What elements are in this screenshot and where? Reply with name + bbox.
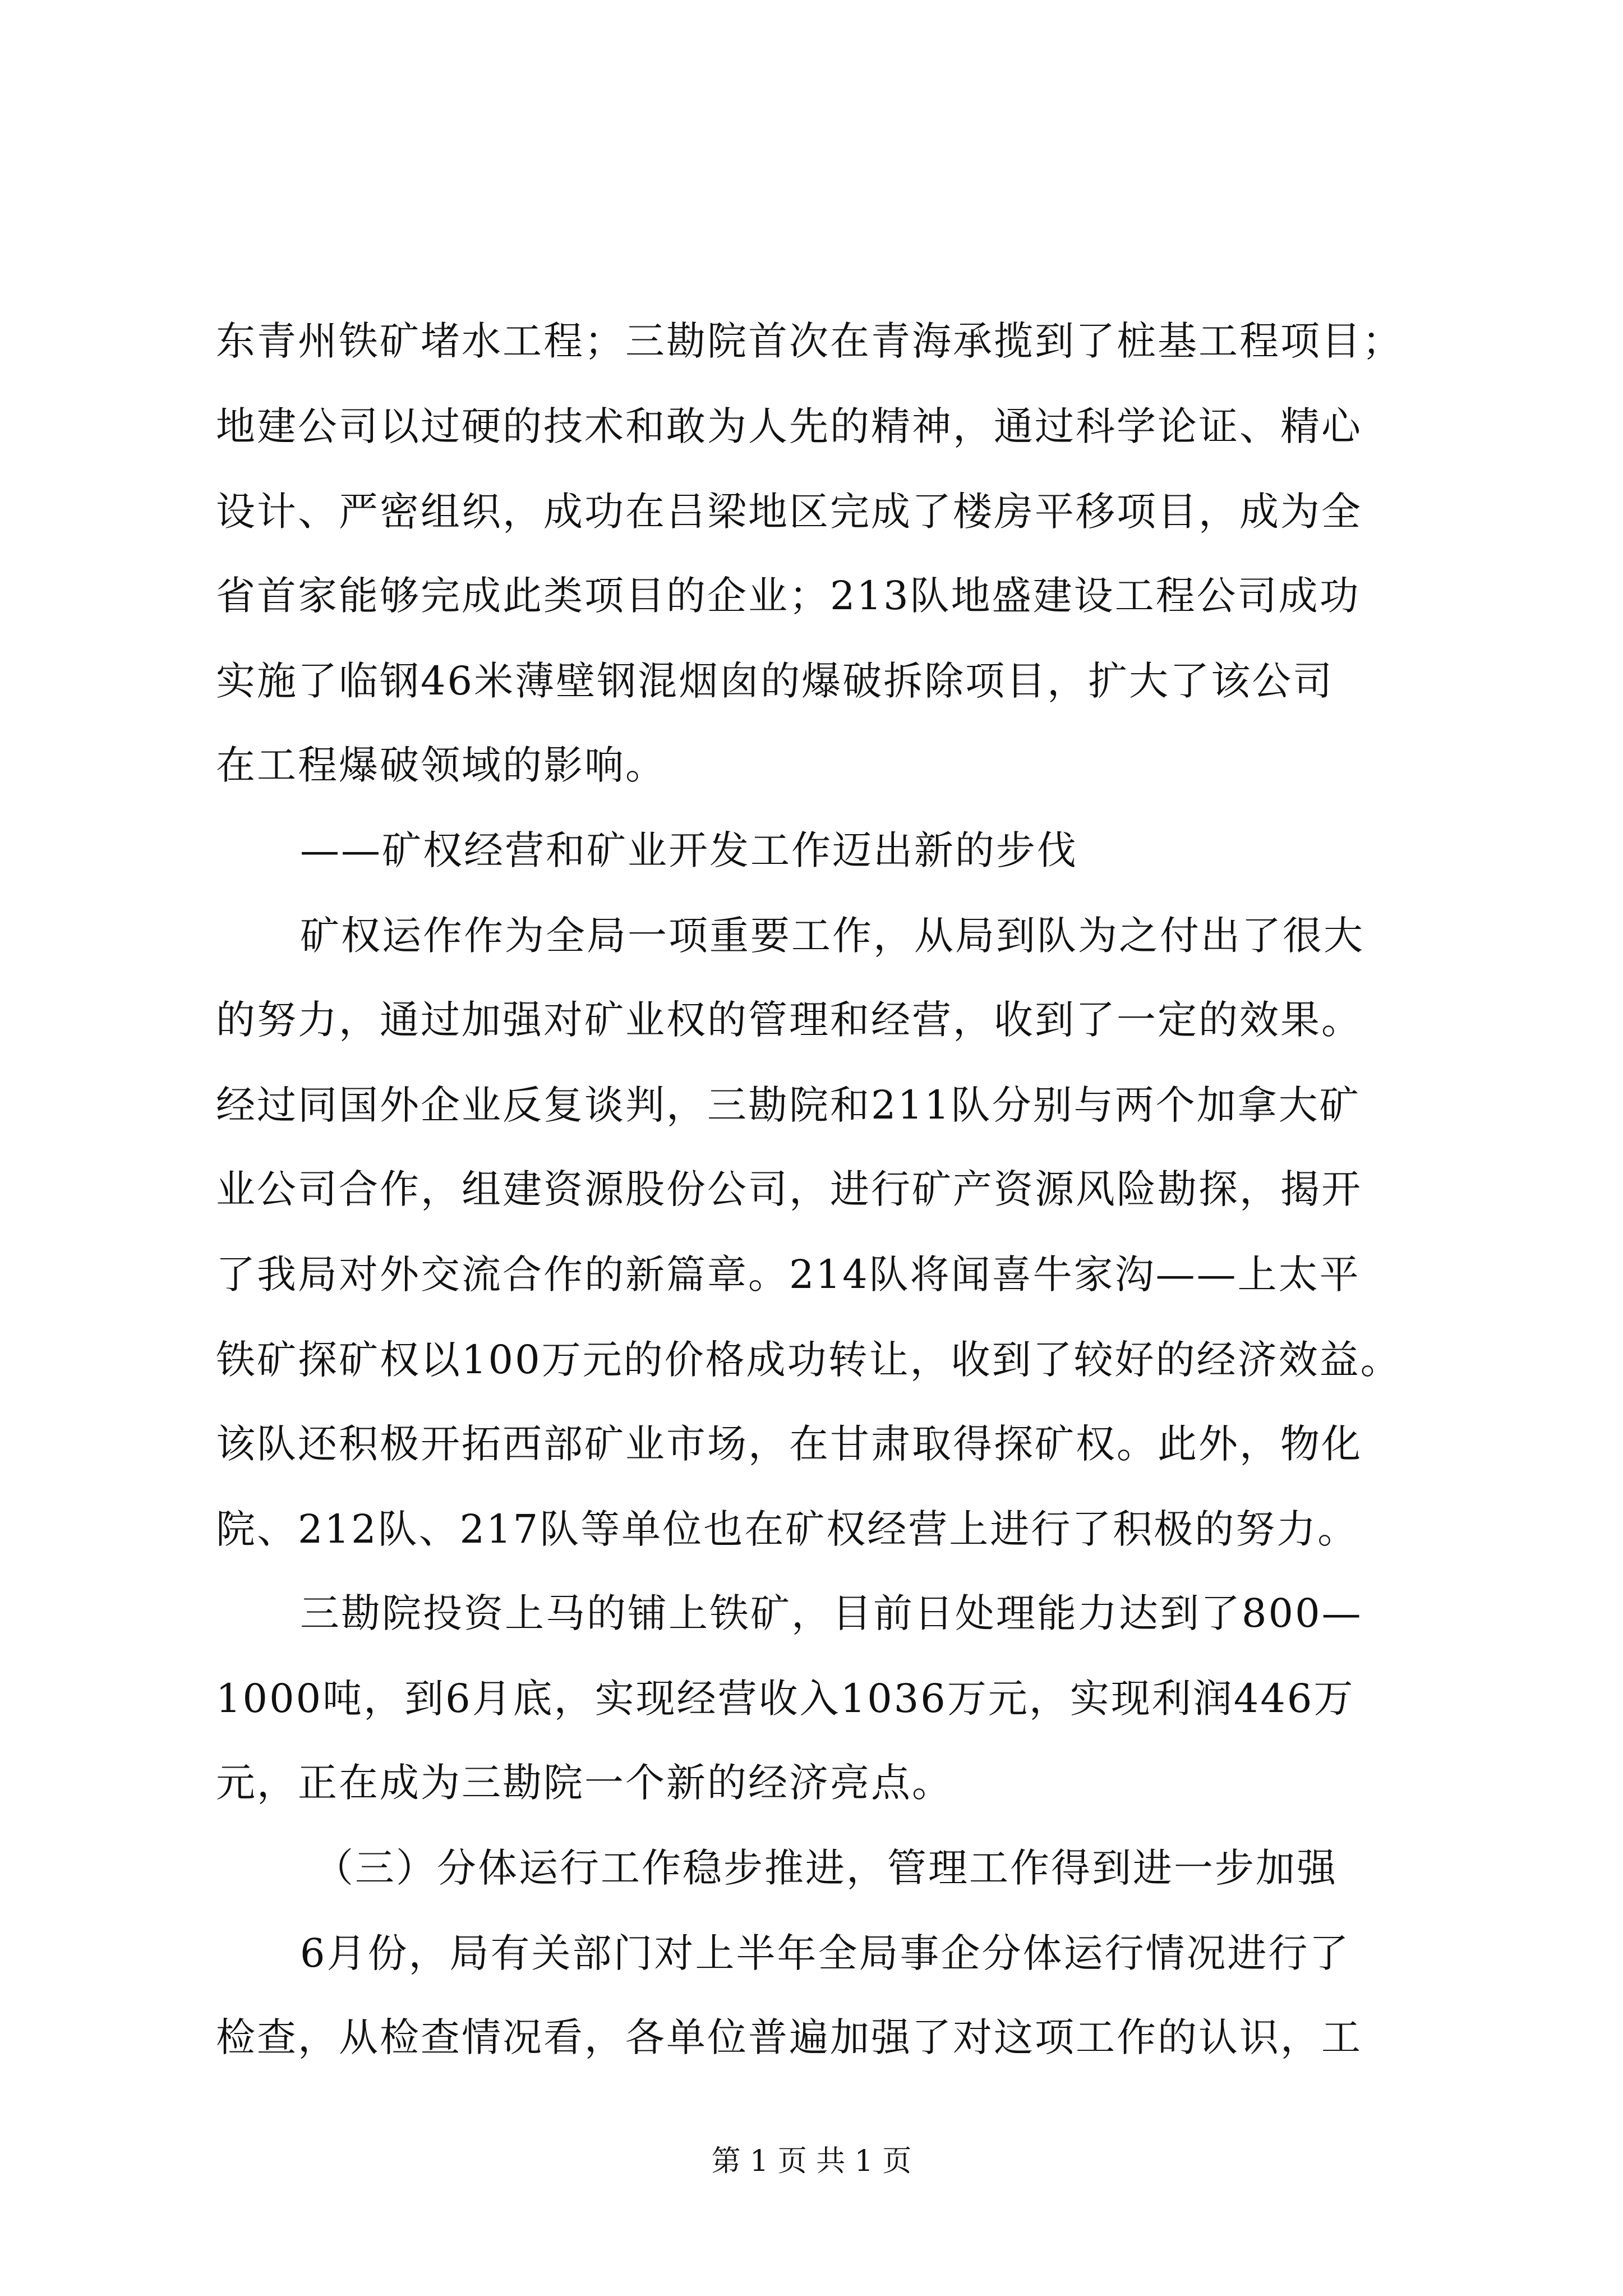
body-text-line: 该队还积极开拓西部矿业市场，在甘肃取得探矿权。此外，物化 [216, 1421, 1362, 1467]
body-text-line: 三勘院投资上马的铺上铁矿，目前日处理能力达到了800— [300, 1590, 1363, 1636]
body-text-line: 1000吨，到6月底，实现经营收入1036万元，实现利润446万 [216, 1676, 1355, 1722]
body-text-line: 设计、严密组织，成功在吕梁地区完成了楼房平移项目，成为全 [216, 489, 1362, 535]
body-text-line: 省首家能够完成此类项目的企业；213队地盛建设工程公司成功 [216, 573, 1361, 619]
body-text-line: 实施了临钢46米薄壁钢混烟囱的爆破拆除项目，扩大了该公司 [216, 658, 1334, 704]
body-text-line: 矿权运作作为全局一项重要工作，从局到队为之付出了很大 [300, 913, 1364, 959]
body-text-line: 了我局对外交流合作的新篇章。214队将闻喜牛家沟——上太平 [216, 1251, 1361, 1297]
body-text-line: 业公司合作，组建资源股份公司，进行矿产资源风险勘探，揭开 [216, 1166, 1362, 1212]
body-text-line: 经过同国外企业反复谈判，三勘院和211队分别与两个加拿大矿 [216, 1082, 1361, 1128]
section-heading: （三）分体运行工作稳步推进，管理工作得到进一步加强 [314, 1845, 1338, 1891]
body-text-line: 院、212队、217队等单位也在矿权经营上进行了积极的努力。 [216, 1506, 1359, 1552]
body-text-line: 元，正在成为三勘院一个新的经济亮点。 [216, 1760, 953, 1806]
body-text-line: 铁矿探矿权以100万元的价格成功转让，收到了较好的经济效益。 [216, 1337, 1401, 1383]
body-text-line: 地建公司以过硬的技术和敢为人先的精神，通过科学论证、精心 [216, 403, 1362, 449]
body-text-line: 检查，从检查情况看，各单位普遍加强了对这项工作的认识，工 [216, 2014, 1362, 2060]
page-number-footer: 第 1 页 共 1 页 [711, 2145, 912, 2178]
section-heading: ——矿权经营和矿业开发工作迈出新的步伐 [300, 827, 1078, 873]
body-text-line: 东青州铁矿堵水工程；三勘院首次在青海承揽到了桩基工程项目； [216, 318, 1403, 364]
body-text-line: 的努力，通过加强对矿业权的管理和经营，收到了一定的效果。 [216, 997, 1362, 1043]
body-text-line: 在工程爆破领域的影响。 [216, 742, 666, 788]
body-text-line: 6月份，局有关部门对上半年全局事企分体运行情况进行了 [300, 1930, 1350, 1976]
